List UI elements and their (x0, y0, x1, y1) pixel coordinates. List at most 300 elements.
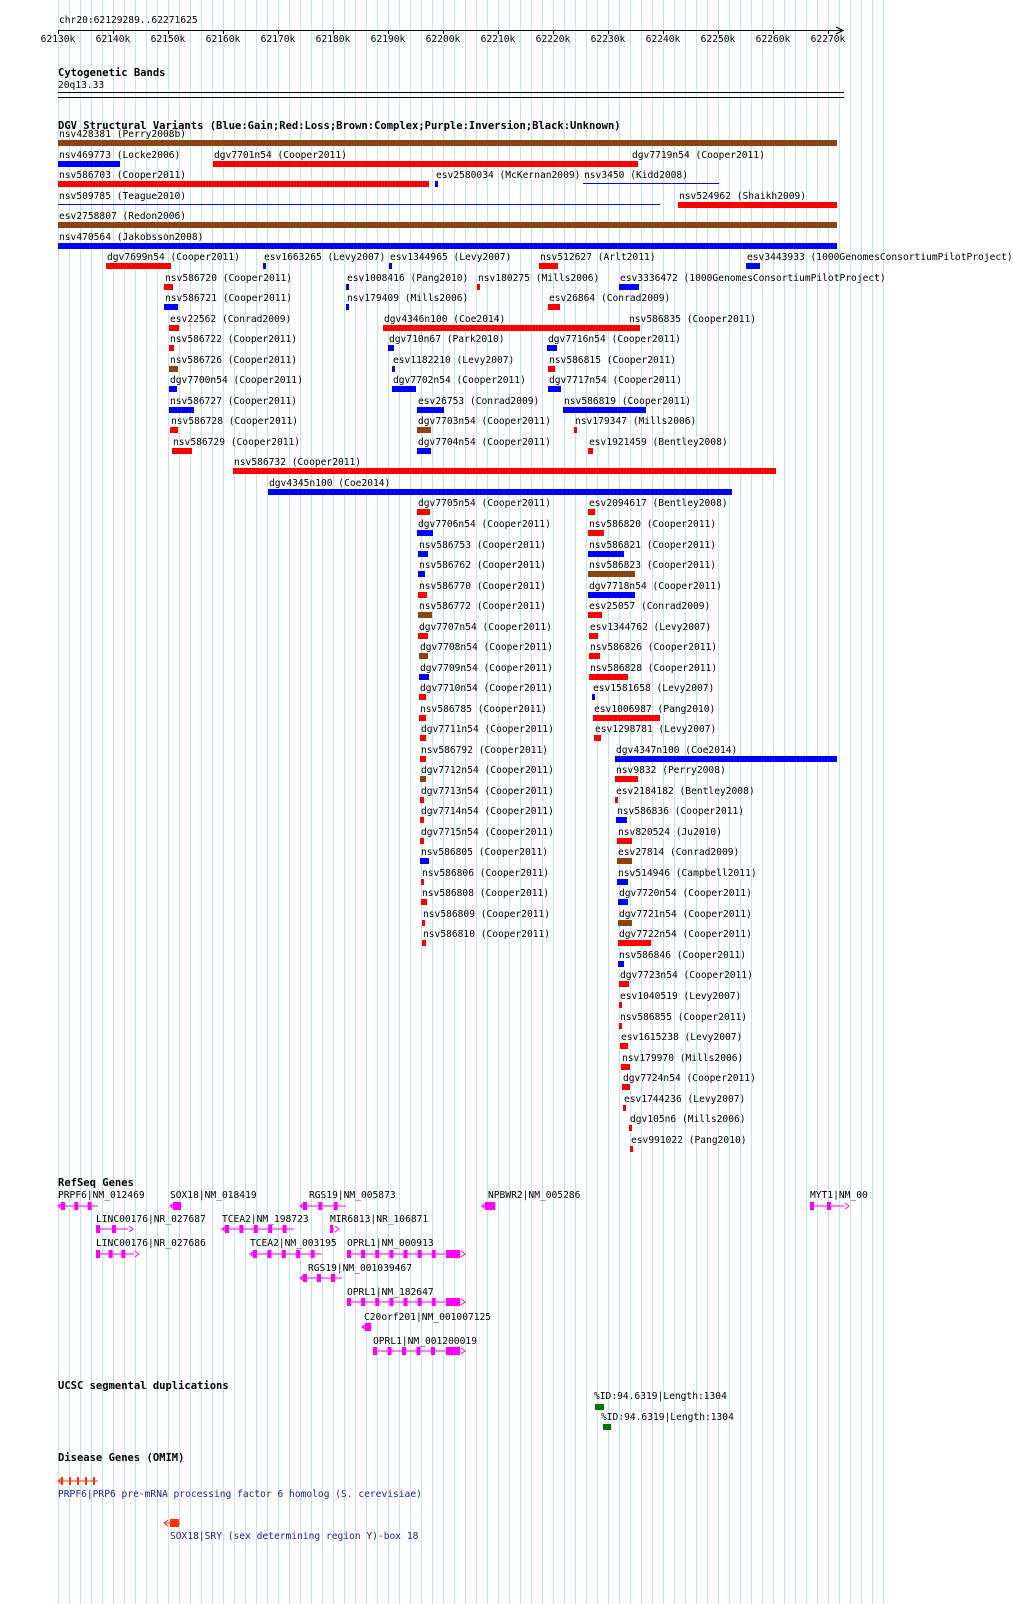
dgv-feature-label: dgv7699n54 (Cooper2011) (107, 252, 240, 263)
dgv-feature-bar[interactable] (588, 612, 602, 618)
dgv-feature-bar[interactable] (418, 633, 428, 639)
dgv-feature-bar[interactable] (58, 204, 660, 205)
dgv-feature-bar[interactable] (418, 551, 428, 557)
dgv-feature-bar[interactable] (420, 817, 424, 823)
dgv-feature-label: dgv7719n54 (Cooper2011) (632, 150, 765, 161)
dgv-feature-label: nsv586809 (Cooper2011) (423, 909, 551, 920)
gene-model[interactable] (810, 1201, 850, 1213)
dgv-feature-label: esv2758807 (Redon2006) (59, 211, 187, 222)
dgv-feature-bar[interactable] (58, 140, 837, 146)
gene-label: C20orf201|NM_001007125 (364, 1312, 492, 1323)
dgv-feature-bar[interactable] (213, 161, 631, 167)
ruler-tick-label: 62160k (205, 34, 241, 45)
dgv-feature-bar[interactable] (417, 427, 431, 433)
omim-track-title: Disease Genes (OMIM) (58, 1452, 185, 1464)
dgv-feature-label: dgv7703n54 (Cooper2011) (418, 416, 551, 427)
dgv-feature-label: esv26753 (Conrad2009) (418, 396, 540, 407)
dgv-feature-bar[interactable] (619, 1002, 622, 1008)
dgv-feature-label: nsv586722 (Cooper2011) (170, 334, 298, 345)
segdup-track-title: UCSC segmental duplications (58, 1380, 229, 1392)
dgv-feature-label: nsv586836 (Cooper2011) (617, 806, 745, 817)
dgv-feature-label: nsv586720 (Cooper2011) (165, 273, 293, 284)
dgv-feature-bar[interactable] (619, 981, 629, 987)
ruler-tick-label: 62240k (645, 34, 681, 45)
gene-label: RGS19|NM_005873 (309, 1190, 396, 1201)
grid-line (707, 0, 708, 1604)
dgv-feature-bar[interactable] (418, 571, 425, 577)
dgv-feature-bar[interactable] (615, 776, 638, 782)
dgv-feature-label: nsv586806 (Cooper2011) (422, 868, 550, 879)
grid-line (399, 0, 400, 1604)
dgv-feature-bar[interactable] (621, 1064, 630, 1070)
dgv-feature-bar[interactable] (619, 1023, 622, 1029)
dgv-feature-label: nsv586772 (Cooper2011) (419, 601, 547, 612)
gene-model[interactable] (347, 1297, 466, 1309)
dgv-feature-label: dgv4346n100 (Coe2014) (384, 314, 506, 325)
dgv-feature-bar[interactable] (58, 161, 120, 167)
gene-model[interactable] (300, 1273, 348, 1285)
dgv-feature-label: nsv586703 (Cooper2011) (59, 170, 187, 181)
gene-label: OPRL1|NM_000913 (347, 1238, 434, 1249)
dgv-feature-bar[interactable] (233, 468, 776, 474)
dgv-feature-label: dgv7701n54 (Cooper2011) (214, 150, 347, 161)
gene-model[interactable] (58, 1201, 104, 1213)
dgv-feature-bar[interactable] (419, 674, 429, 680)
dgv-feature-bar[interactable] (383, 325, 628, 331)
grid-line (212, 0, 213, 1604)
gene-model[interactable] (373, 1346, 466, 1358)
dgv-feature-bar[interactable] (172, 448, 192, 454)
segdup-bar[interactable] (603, 1424, 611, 1430)
dgv-feature-label: esv1344965 (Levy2007) (390, 252, 512, 263)
gene-label: SOX18|NM_018419 (170, 1190, 257, 1201)
dgv-feature-label: nsv586770 (Cooper2011) (419, 581, 547, 592)
ruler-tick-label: 62130k (40, 34, 76, 45)
dgv-feature-label: nsv586792 (Cooper2011) (421, 745, 549, 756)
grid-line (498, 0, 499, 1604)
ruler-axis (58, 30, 844, 31)
dgv-feature-bar[interactable] (548, 366, 555, 372)
grid-line (883, 0, 884, 1604)
position-label: chr20:62129289..62271625 (59, 15, 198, 26)
dgv-feature-bar[interactable] (420, 776, 426, 782)
grid-line (465, 0, 466, 1604)
dgv-feature-label: dgv7704n54 (Cooper2011) (418, 437, 551, 448)
dgv-feature-bar[interactable] (628, 325, 640, 331)
dgv-feature-label: esv1298781 (Levy2007) (595, 724, 717, 735)
dgv-feature-bar[interactable] (169, 345, 174, 351)
dgv-feature-label: esv3336472 (1000GenomesConsortiumPilotProject) (620, 273, 886, 284)
dgv-feature-label: dgv7720n54 (Cooper2011) (619, 888, 752, 899)
grid-line (817, 0, 818, 1604)
dgv-feature-bar[interactable] (629, 1125, 632, 1131)
grid-line (443, 0, 444, 1604)
dgv-feature-label: esv1344762 (Levy2007) (590, 622, 712, 633)
dgv-feature-label: esv1006987 (Pang2010) (594, 704, 716, 715)
dgv-feature-bar[interactable] (588, 509, 595, 515)
ruler-tick-label: 62200k (425, 34, 461, 45)
dgv-feature-bar[interactable] (421, 899, 427, 905)
segdup-bar[interactable] (595, 1404, 604, 1410)
dgv-feature-label: dgv7724n54 (Cooper2011) (623, 1073, 756, 1084)
dgv-feature-label: nsv9832 (Perry2008) (616, 765, 726, 776)
grid-line (751, 0, 752, 1604)
dgv-feature-bar[interactable] (170, 427, 178, 433)
dgv-feature-bar[interactable] (588, 448, 593, 454)
dgv-feature-bar[interactable] (346, 284, 349, 290)
gene-label: MYT1|NM_00 (810, 1190, 868, 1201)
dgv-feature-bar[interactable] (574, 427, 577, 433)
dgv-feature-bar[interactable] (618, 940, 651, 946)
grid-line (773, 0, 774, 1604)
grid-line (729, 0, 730, 1604)
dgv-feature-label: nsv586826 (Cooper2011) (590, 642, 718, 653)
dgv-feature-label: esv1040519 (Levy2007) (620, 991, 742, 1002)
dgv-feature-label: dgv7714n54 (Cooper2011) (421, 806, 554, 817)
dgv-feature-label: nsv509785 (Teague2010) (59, 191, 187, 202)
dgv-feature-label: nsv586828 (Cooper2011) (590, 663, 718, 674)
dgv-feature-label: nsv586820 (Cooper2011) (589, 519, 717, 530)
dgv-feature-label: esv27814 (Conrad2009) (618, 847, 740, 858)
dgv-feature-label: nsv470564 (Jakobsson2008) (59, 232, 204, 243)
dgv-feature-bar[interactable] (346, 304, 349, 310)
omim-label: PRPF6|PRP6 pre-mRNA processing factor 6 homolog (S. cerevisiae) (58, 1489, 422, 1500)
dgv-feature-bar[interactable] (618, 920, 632, 926)
dgv-feature-label: dgv7702n54 (Cooper2011) (393, 375, 526, 386)
dgv-feature-bar[interactable] (589, 653, 600, 659)
dgv-feature-bar[interactable] (593, 715, 660, 721)
dgv-feature-label: esv1744236 (Levy2007) (624, 1094, 746, 1105)
dgv-feature-label: dgv7712n54 (Cooper2011) (421, 765, 554, 776)
grid-line (663, 0, 664, 1604)
dgv-feature-label: dgv7700n54 (Cooper2011) (170, 375, 303, 386)
dgv-feature-bar[interactable] (618, 899, 628, 905)
grid-line (289, 0, 290, 1604)
gene-model[interactable] (300, 1201, 352, 1213)
dgv-feature-label: dgv7715n54 (Cooper2011) (421, 827, 554, 838)
grid-line (674, 0, 675, 1604)
dgv-feature-bar[interactable] (420, 838, 424, 844)
omim-label: SOX18|SRY (sex determining region Y)-box 18 (170, 1531, 419, 1542)
dgv-feature-label: nsv512627 (Arlt2011) (540, 252, 656, 263)
dgv-feature-label: dgv7713n54 (Cooper2011) (421, 786, 554, 797)
dgv-feature-bar[interactable] (419, 694, 426, 700)
dgv-feature-label: dgv7709n54 (Cooper2011) (420, 663, 553, 674)
dgv-feature-bar[interactable] (548, 304, 560, 310)
dgv-feature-label: esv3443933 (1000GenomesConsortiumPilotProject) (747, 252, 1013, 263)
grid-line (223, 0, 224, 1604)
dgv-feature-label: nsv586727 (Cooper2011) (170, 396, 298, 407)
dgv-feature-bar[interactable] (615, 756, 837, 762)
grid-line (355, 0, 356, 1604)
grid-line (850, 0, 851, 1604)
dgv-feature-bar[interactable] (169, 366, 178, 372)
dgv-feature-label: nsv3450 (Kidd2008) (584, 170, 688, 181)
gene-model[interactable] (330, 1224, 340, 1236)
dgv-feature-bar[interactable] (477, 284, 480, 290)
dgv-feature-label: nsv586728 (Cooper2011) (171, 416, 299, 427)
dgv-feature-bar[interactable] (420, 735, 426, 741)
dgv-feature-bar[interactable] (417, 530, 433, 536)
grid-line (828, 0, 829, 1604)
dgv-feature-label: nsv179970 (Mills2006) (622, 1053, 744, 1064)
grid-line (300, 0, 301, 1604)
grid-line (718, 0, 719, 1604)
dgv-feature-label: nsv586785 (Cooper2011) (420, 704, 548, 715)
dgv-feature-label: dgv105n6 (Mills2006) (630, 1114, 746, 1125)
gene-model[interactable] (222, 1224, 300, 1236)
dgv-feature-bar[interactable] (388, 345, 394, 351)
dgv-feature-bar[interactable] (418, 592, 427, 598)
grid-line (344, 0, 345, 1604)
gene-model[interactable] (250, 1249, 328, 1261)
ruler-tick-label: 62180k (315, 34, 351, 45)
dgv-feature-bar[interactable] (547, 345, 557, 351)
dgv-feature-bar[interactable] (539, 263, 558, 269)
cytoband-track-title: Cytogenetic Bands (58, 67, 166, 79)
gene-model[interactable] (96, 1224, 134, 1236)
ruler-tick-label: 62250k (700, 34, 736, 45)
grid-line (388, 0, 389, 1604)
dgv-feature-label: dgv7705n54 (Cooper2011) (418, 498, 551, 509)
grid-line (553, 0, 554, 1604)
dgv-feature-bar[interactable] (588, 530, 604, 536)
grid-line (872, 0, 873, 1604)
dgv-feature-bar[interactable] (268, 489, 732, 495)
dgv-feature-bar[interactable] (417, 407, 444, 413)
dgv-feature-label: esv1581658 (Levy2007) (593, 683, 715, 694)
dgv-feature-label: esv2184182 (Bentley2008) (616, 786, 755, 797)
dgv-feature-label: nsv586819 (Cooper2011) (564, 396, 692, 407)
dgv-feature-bar[interactable] (420, 858, 429, 864)
gene-model[interactable] (347, 1249, 466, 1261)
grid-line (454, 0, 455, 1604)
dgv-feature-bar[interactable] (58, 181, 429, 187)
dgv-feature-bar[interactable] (746, 263, 760, 269)
dgv-feature-label: nsv524962 (Shaikh2009) (679, 191, 807, 202)
dgv-feature-bar[interactable] (617, 879, 628, 885)
grid-line (641, 0, 642, 1604)
dgv-feature-bar[interactable] (164, 304, 178, 310)
grid-line (542, 0, 543, 1604)
dgv-feature-bar[interactable] (615, 797, 618, 803)
dgv-feature-bar[interactable] (169, 325, 179, 331)
cytoband-label: 20q13.33 (58, 80, 105, 91)
dgv-feature-bar[interactable] (389, 263, 392, 269)
dgv-feature-bar[interactable] (58, 243, 837, 249)
dgv-feature-label: nsv586805 (Cooper2011) (421, 847, 549, 858)
dgv-feature-bar[interactable] (420, 797, 424, 803)
dgv-feature-label: nsv586729 (Cooper2011) (173, 437, 301, 448)
gene-model[interactable] (482, 1201, 502, 1213)
dgv-feature-bar[interactable] (594, 735, 601, 741)
grid-line (476, 0, 477, 1604)
ruler-tick-label: 62210k (480, 34, 516, 45)
dgv-feature-label: nsv586762 (Cooper2011) (419, 560, 547, 571)
grid-line (520, 0, 521, 1604)
gene-label: TCEA2|NM_003195 (250, 1238, 337, 1249)
dgv-feature-label: dgv7721n54 (Cooper2011) (619, 909, 752, 920)
grid-line (432, 0, 433, 1604)
grid-line (619, 0, 620, 1604)
dgv-feature-bar[interactable] (583, 183, 719, 184)
dgv-feature-label: nsv428381 (Perry2008b) (59, 129, 187, 140)
dgv-feature-bar[interactable] (421, 879, 424, 885)
dgv-feature-bar[interactable] (435, 181, 438, 187)
dgv-feature-bar[interactable] (678, 202, 837, 208)
dgv-feature-label: esv991022 (Pang2010) (631, 1135, 747, 1146)
dgv-feature-bar[interactable] (619, 284, 639, 290)
dgv-track-title: DGV Structural Variants (Blue:Gain;Red:Loss;Brown:Complex;Purple:Inversion;Black:Unknown) (58, 120, 621, 132)
dgv-feature-bar[interactable] (592, 694, 595, 700)
gene-label: TCEA2|NM_198723 (222, 1214, 309, 1225)
dgv-feature-label: nsv469773 (Locke2006) (59, 150, 181, 161)
grid-line (333, 0, 334, 1604)
dgv-feature-bar[interactable] (422, 920, 425, 926)
dgv-feature-label: dgv4345n100 (Coe2014) (269, 478, 391, 489)
grid-line (256, 0, 257, 1604)
dgv-feature-bar[interactable] (392, 366, 395, 372)
ruler-tick-label: 62190k (370, 34, 406, 45)
grid-line (597, 0, 598, 1604)
dgv-feature-label: esv1182210 (Levy2007) (393, 355, 515, 366)
dgv-feature-bar[interactable] (630, 1146, 633, 1152)
grid-line (795, 0, 796, 1604)
omim-gene-model[interactable] (58, 1476, 102, 1488)
grid-line (685, 0, 686, 1604)
dgv-feature-label: nsv179347 (Mills2006) (575, 416, 697, 427)
refseq-track-title: RefSeq Genes (58, 1177, 134, 1189)
dgv-feature-bar[interactable] (588, 592, 635, 598)
dgv-feature-bar[interactable] (617, 858, 632, 864)
dgv-feature-bar[interactable] (589, 633, 598, 639)
ruler-tick-label: 62170k (260, 34, 296, 45)
dgv-feature-label: nsv586721 (Cooper2011) (165, 293, 293, 304)
dgv-feature-label: nsv820524 (Ju2010) (618, 827, 722, 838)
dgv-feature-bar[interactable] (420, 756, 426, 762)
dgv-feature-label: esv2094617 (Bentley2008) (589, 498, 728, 509)
dgv-feature-bar[interactable] (617, 838, 632, 844)
dgv-feature-label: nsv586726 (Cooper2011) (170, 355, 298, 366)
dgv-feature-bar[interactable] (419, 715, 426, 721)
grid-line (861, 0, 862, 1604)
grid-line (311, 0, 312, 1604)
dgv-feature-bar[interactable] (106, 263, 171, 269)
grid-line (586, 0, 587, 1604)
ruler-tick-label: 62220k (535, 34, 571, 45)
dgv-feature-label: esv1921459 (Bentley2008) (589, 437, 728, 448)
grid-line (696, 0, 697, 1604)
dgv-feature-label: nsv586835 (Cooper2011) (629, 314, 757, 325)
dgv-feature-label: dgv7718n54 (Cooper2011) (589, 581, 722, 592)
segdup-label: %ID:94.6319|Length:1304 (594, 1391, 727, 1402)
dgv-feature-label: dgv7716n54 (Cooper2011) (548, 334, 681, 345)
dgv-feature-bar[interactable] (622, 1084, 630, 1090)
grid-line (487, 0, 488, 1604)
dgv-feature-bar[interactable] (588, 551, 624, 557)
gene-label: LINC00176|NR_027687 (96, 1214, 206, 1225)
dgv-feature-bar[interactable] (548, 386, 561, 392)
dgv-feature-bar[interactable] (631, 161, 638, 167)
grid-line (267, 0, 268, 1604)
dgv-feature-label: nsv586732 (Cooper2011) (234, 457, 362, 468)
dgv-feature-label: esv22562 (Conrad2009) (170, 314, 292, 325)
grid-line (630, 0, 631, 1604)
grid-line (410, 0, 411, 1604)
dgv-feature-bar[interactable] (419, 653, 428, 659)
dgv-feature-label: dgv7710n54 (Cooper2011) (420, 683, 553, 694)
dgv-feature-label: nsv586815 (Cooper2011) (549, 355, 677, 366)
dgv-feature-bar[interactable] (620, 1043, 628, 1049)
dgv-feature-label: dgv7711n54 (Cooper2011) (421, 724, 554, 735)
dgv-feature-bar[interactable] (589, 674, 628, 680)
gene-label: OPRL1|NM_001200019 (373, 1336, 477, 1347)
grid-line (531, 0, 532, 1604)
gene-label: PRPF6|NM_012469 (58, 1190, 145, 1201)
grid-line (608, 0, 609, 1604)
dgv-feature-label: nsv179409 (Mills2006) (347, 293, 469, 304)
gene-model[interactable] (362, 1322, 378, 1334)
dgv-feature-label: esv26864 (Conrad2009) (549, 293, 671, 304)
dgv-feature-label: nsv586846 (Cooper2011) (619, 950, 747, 961)
dgv-feature-bar[interactable] (616, 817, 627, 823)
dgv-feature-label: nsv586808 (Cooper2011) (422, 888, 550, 899)
grid-line (509, 0, 510, 1604)
dgv-feature-bar[interactable] (169, 386, 177, 392)
grid-line (652, 0, 653, 1604)
omim-gene-model[interactable] (164, 1518, 184, 1530)
dgv-feature-label: nsv586855 (Cooper2011) (620, 1012, 748, 1023)
gene-label: RGS19|NM_001039467 (308, 1263, 412, 1274)
dgv-feature-bar[interactable] (563, 407, 646, 413)
dgv-feature-label: dgv7717n54 (Cooper2011) (549, 375, 682, 386)
dgv-feature-bar[interactable] (417, 448, 431, 454)
dgv-feature-label: dgv4347n100 (Coe2014) (616, 745, 738, 756)
dgv-feature-label: nsv180275 (Mills2006) (478, 273, 600, 284)
ruler-tick-label: 62230k (590, 34, 626, 45)
dgv-feature-label: nsv586810 (Cooper2011) (423, 929, 551, 940)
grid-line (575, 0, 576, 1604)
dgv-feature-bar[interactable] (417, 509, 430, 515)
segdup-label: %ID:94.6319|Length:1304 (601, 1412, 734, 1423)
dgv-feature-bar[interactable] (588, 571, 635, 577)
grid-line (245, 0, 246, 1604)
dgv-feature-bar[interactable] (422, 940, 426, 946)
dgv-feature-bar[interactable] (164, 284, 173, 290)
dgv-feature-bar[interactable] (618, 961, 624, 967)
grid-line (366, 0, 367, 1604)
grid-line (839, 0, 840, 1604)
dgv-feature-bar[interactable] (623, 1105, 626, 1111)
dgv-feature-bar[interactable] (263, 263, 266, 269)
dgv-feature-label: dgv7723n54 (Cooper2011) (620, 970, 753, 981)
dgv-feature-bar[interactable] (58, 222, 837, 228)
dgv-feature-label: esv25057 (Conrad2009) (589, 601, 711, 612)
cytoband-line (58, 92, 844, 93)
dgv-feature-bar[interactable] (169, 407, 194, 413)
grid-line (806, 0, 807, 1604)
dgv-feature-label: esv2580034 (McKernan2009) (436, 170, 581, 181)
dgv-feature-bar[interactable] (392, 386, 416, 392)
dgv-feature-bar[interactable] (418, 612, 432, 618)
dgv-feature-label: nsv586821 (Cooper2011) (589, 540, 717, 551)
gene-model[interactable] (170, 1201, 188, 1213)
gene-model[interactable] (96, 1249, 140, 1261)
grid-line (322, 0, 323, 1604)
grid-line (234, 0, 235, 1604)
ruler-tick-label: 62150k (150, 34, 186, 45)
grid-line (377, 0, 378, 1604)
